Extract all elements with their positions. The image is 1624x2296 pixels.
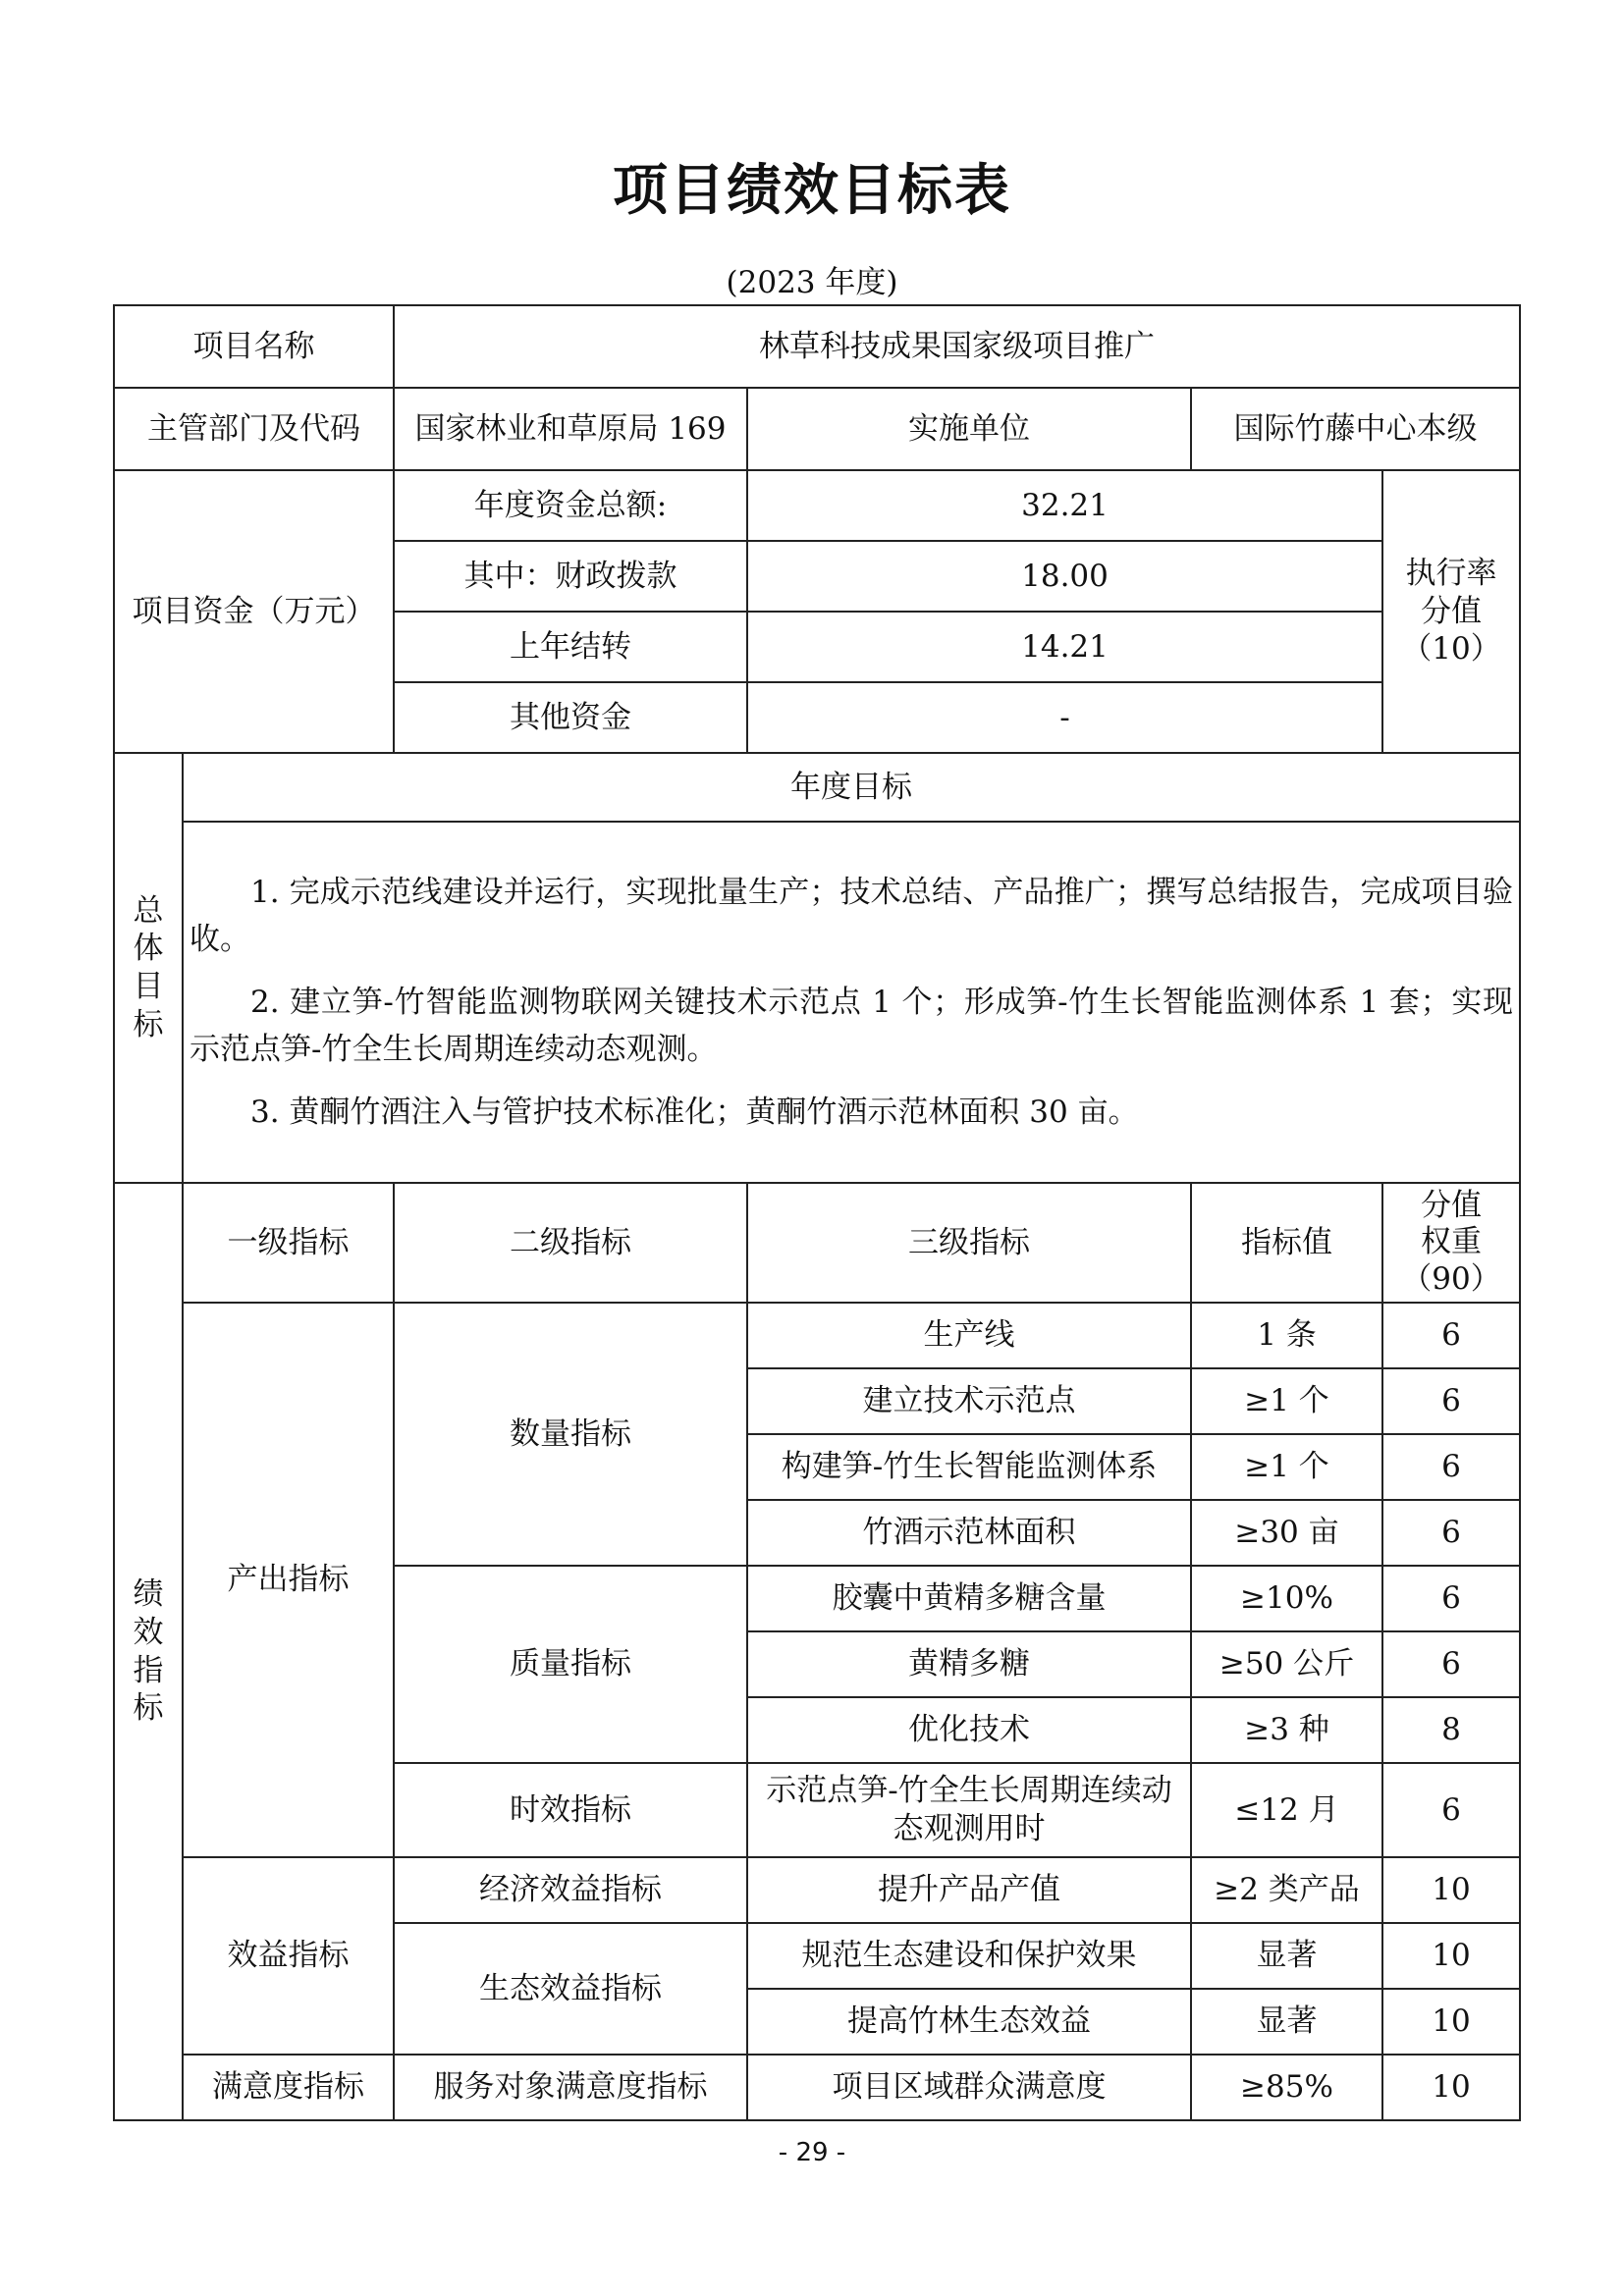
indicator-score: 6 <box>1382 1631 1520 1697</box>
indicator-name: 提升产品产值 <box>747 1857 1191 1923</box>
economic-indicator-label: 经济效益指标 <box>394 1857 747 1923</box>
indicator-value: 显著 <box>1191 1989 1382 2055</box>
indicator-name: 优化技术 <box>747 1697 1191 1763</box>
table-row <box>114 2055 1520 2120</box>
funds-row-label: 其中：财政拨款 <box>394 541 747 612</box>
ecological-indicator-label: 生态效益指标 <box>394 1923 747 2055</box>
indicator-score: 6 <box>1382 1500 1520 1566</box>
funds-row-label: 上年结转 <box>394 612 747 682</box>
indicator-score: 6 <box>1382 1566 1520 1631</box>
indicator-value: ≥30 亩 <box>1191 1500 1382 1566</box>
indicator-name: 黄精多糖 <box>747 1631 1191 1697</box>
indicator-score: 10 <box>1382 1989 1520 2055</box>
funds-row-value: 14.21 <box>747 612 1382 682</box>
indicator-name: 竹酒示范林面积 <box>747 1500 1191 1566</box>
overall-goal-label: 总 体 目 标 <box>114 753 183 1183</box>
indicator-value: 显著 <box>1191 1923 1382 1989</box>
funds-row-value: - <box>747 682 1382 753</box>
indicator-value: ≥10% <box>1191 1566 1382 1631</box>
quantity-indicator-label: 数量指标 <box>394 1303 747 1566</box>
annual-goals <box>183 822 1520 1183</box>
table-row <box>114 1857 1520 1923</box>
indicator-score: 6 <box>1382 1303 1520 1368</box>
annual-goal-header: 年度目标 <box>183 753 1520 822</box>
indicator-score: 6 <box>1382 1763 1520 1857</box>
project-name-row <box>114 305 1520 388</box>
goal-item: 1. 完成示范线建设并运行，实现批量生产；技术总结、产品推广；撰写总结报告，完成项目验收。 <box>189 874 1513 957</box>
department-label: 主管部门及代码 <box>114 388 394 470</box>
indicator-score: 10 <box>1382 1923 1520 1989</box>
header-level3: 三级指标 <box>747 1183 1191 1303</box>
goal-item: 2. 建立笋-竹智能监测物联网关键技术示范点 1 个；形成笋-竹生长智能监测体系 1 套；实现示范点笋-竹全生长周期连续动态观测。 <box>189 984 1513 1068</box>
annual-goal-header-row <box>114 753 1520 822</box>
indicator-score: 6 <box>1382 1434 1520 1500</box>
implementing-unit-value: 国际竹藤中心本级 <box>1191 388 1520 470</box>
funds-row-label: 其他资金 <box>394 682 747 753</box>
indicator-value: ≥1 个 <box>1191 1368 1382 1434</box>
goal-item: 3. 黄酮竹酒注入与管护技术标准化；黄酮竹酒示范林面积 30 亩。 <box>250 1095 1139 1131</box>
indicator-name: 规范生态建设和保护效果 <box>747 1923 1191 1989</box>
header-level2: 二级指标 <box>394 1183 747 1303</box>
annual-goals-row <box>114 822 1520 1183</box>
department-value: 国家林业和草原局 169 <box>394 388 747 470</box>
execution-rate-score: 执行率 分值 （10） <box>1382 470 1520 753</box>
indicator-header-row <box>114 1183 1520 1303</box>
service-satisfaction-label: 服务对象满意度指标 <box>394 2055 747 2120</box>
indicator-name: 提高竹林生态效益 <box>747 1989 1191 2055</box>
indicator-value: ≥85% <box>1191 2055 1382 2120</box>
indicator-score: 6 <box>1382 1368 1520 1434</box>
indicator-value: ≥1 个 <box>1191 1434 1382 1500</box>
indicator-score: 10 <box>1382 1857 1520 1923</box>
page-subtitle: (2023 年度) <box>726 265 898 300</box>
funds-label: 项目资金（万元） <box>114 470 394 753</box>
indicator-name: 构建笋-竹生长智能监测体系 <box>747 1434 1191 1500</box>
indicator-name: 生产线 <box>747 1303 1191 1368</box>
benefit-indicator-label: 效益指标 <box>183 1857 394 2055</box>
indicator-name: 项目区域群众满意度 <box>747 2055 1191 2120</box>
time-indicator-label: 时效指标 <box>394 1763 747 1857</box>
indicator-name: 示范点笋-竹全生长周期连续动态观测用时 <box>747 1763 1191 1857</box>
project-name-label: 项目名称 <box>114 305 394 388</box>
indicator-value: ≥2 类产品 <box>1191 1857 1382 1923</box>
performance-indicator-label: 绩 效 指 标 <box>114 1183 183 2120</box>
header-level1: 一级指标 <box>183 1183 394 1303</box>
funds-row-value: 32.21 <box>747 470 1382 541</box>
indicator-score: 10 <box>1382 2055 1520 2120</box>
performance-target-table <box>113 304 1521 2121</box>
funds-row-value: 18.00 <box>747 541 1382 612</box>
indicator-name: 胶囊中黄精多糖含量 <box>747 1566 1191 1631</box>
funds-row-label: 年度资金总额: <box>394 470 747 541</box>
indicator-score: 8 <box>1382 1697 1520 1763</box>
header-value: 指标值 <box>1191 1183 1382 1303</box>
table-row <box>114 1303 1520 1368</box>
funds-row <box>114 470 1520 541</box>
indicator-value: ≤12 月 <box>1191 1763 1382 1857</box>
page-title: 项目绩效目标表 <box>613 159 1011 223</box>
indicator-name: 建立技术示范点 <box>747 1368 1191 1434</box>
output-indicator-label: 产出指标 <box>183 1303 394 1857</box>
indicator-value: 1 条 <box>1191 1303 1382 1368</box>
page-number: - 29 - <box>778 2138 846 2167</box>
department-row <box>114 388 1520 470</box>
indicator-value: ≥50 公斤 <box>1191 1631 1382 1697</box>
indicator-value: ≥3 种 <box>1191 1697 1382 1763</box>
implementing-unit-label: 实施单位 <box>747 388 1191 470</box>
quality-indicator-label: 质量指标 <box>394 1566 747 1763</box>
satisfaction-indicator-label: 满意度指标 <box>183 2055 394 2120</box>
project-name-value: 林草科技成果国家级项目推广 <box>394 305 1520 388</box>
header-weight: 分值 权重 （90） <box>1382 1183 1520 1303</box>
